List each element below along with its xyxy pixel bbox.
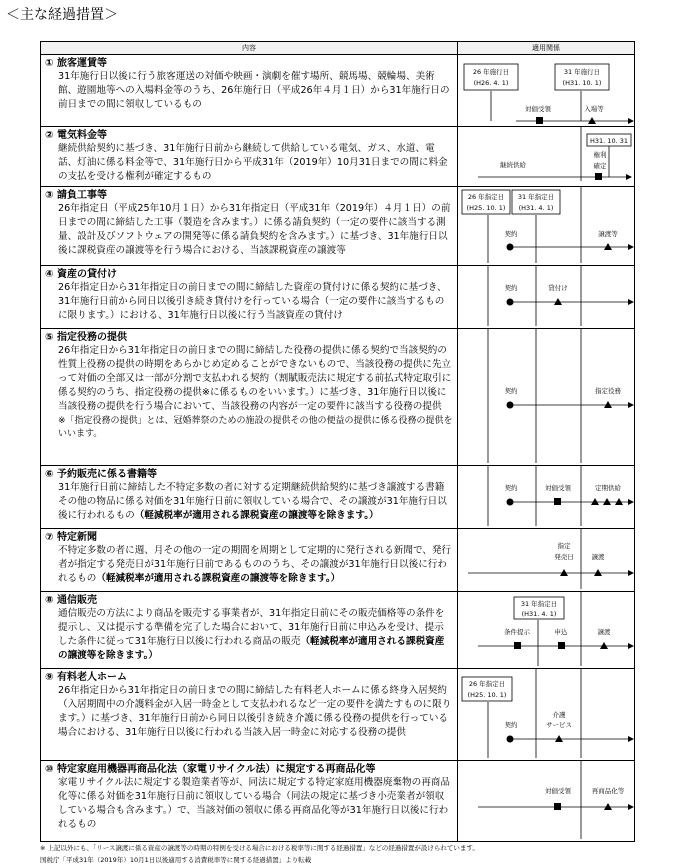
date-box-date: (H31. 4. 1) xyxy=(518,203,554,212)
table-row xyxy=(41,127,635,187)
item-title: 通信販売 xyxy=(56,594,97,606)
date-box-date: (H25. 10. 1) xyxy=(466,203,506,212)
timeline-svg xyxy=(458,127,635,184)
item-title: 有料老人ホーム xyxy=(56,671,127,683)
event-label: 発売日 xyxy=(554,552,574,561)
triangle-marker xyxy=(560,569,568,576)
event-label: 契約 xyxy=(504,229,518,238)
item-number: ① xyxy=(45,58,54,69)
date-box-date: (H25. 10. 1) xyxy=(467,690,507,699)
item-title: 旅客運賃等 xyxy=(56,58,107,69)
timeline-svg xyxy=(458,592,635,668)
table-row xyxy=(41,591,635,668)
item-note: ※「指定役務の提供」とは、冠婚葬祭のための施設の提供その他の便益の提供に係る役務の提供をいいます。 xyxy=(58,415,453,439)
event-label: 権利 xyxy=(593,151,607,159)
triangle-marker xyxy=(600,642,608,649)
timeline-svg xyxy=(458,55,635,126)
triangle-marker xyxy=(615,498,623,505)
event-label: 入場等 xyxy=(584,105,604,113)
table-row xyxy=(41,528,635,591)
timeline-diagram xyxy=(458,55,635,127)
event-label: 契約 xyxy=(504,720,518,729)
item-title: 特定家庭用機器再商品化法（家電リサイクル法）に規定する再商品化等 xyxy=(56,763,376,775)
date-box-label: 31 年施行日 xyxy=(563,68,601,76)
event-label: 確定 xyxy=(593,162,607,170)
item-number: ⑥ xyxy=(45,468,54,480)
event-label: 定期供給 xyxy=(595,483,621,492)
timeline-diagram xyxy=(458,591,635,668)
square-marker xyxy=(514,642,521,649)
table-row xyxy=(41,465,635,528)
item-body: 継続供給契約に基づき、31年施行日前から継続して供給している電気、ガス、水道、電話、灯油に係る料金等で、31年施行日から平成31年（2019年）10月31日までの間に料金の支払を受ける権利が確定するもの xyxy=(58,143,448,183)
date-box-label: 26 年指定日 xyxy=(467,192,505,201)
event-label: 契約 xyxy=(504,483,518,492)
item-body: 不特定多数の者に週、月その他の一定の期間を周期として定期的に発行される新聞で、発行者が指定する発売日が31年施行日前であるもののうち、その譲渡が31年施行日以後に行われるもの xyxy=(58,544,452,585)
event-label: サービス xyxy=(546,720,572,729)
circle-marker xyxy=(507,401,514,408)
table-row xyxy=(41,668,635,760)
item-title: 電気料金等 xyxy=(56,130,107,141)
timeline-diagram xyxy=(458,265,635,328)
event-label: 対価受領 xyxy=(525,105,551,113)
event-label: 継続供給 xyxy=(500,161,526,169)
item-number: ③ xyxy=(45,189,54,201)
triangle-marker xyxy=(588,117,596,124)
circle-marker xyxy=(507,498,514,505)
item-title: 資産の貸付け xyxy=(56,268,117,280)
source-note: 国税庁「平成31年（2019年）10月1日以後適用する消費税率等に関する経過措置」より転載 xyxy=(40,856,312,864)
event-label: 条件提示 xyxy=(504,627,530,636)
item-title: 特定新聞 xyxy=(56,531,97,543)
event-label: 契約 xyxy=(504,386,518,395)
timeline-diagram xyxy=(458,760,635,841)
item-body: 26年指定日から31年指定日の前日までの間に締結した有料老人ホームに係る終身入居契約（入居期間中の介護料金が入居一時金として支払われるなど一定の要件を満たすものに限ります。）に基づき、31年施行日前から同日以後引き続き介護に係る役務の提供を行っている場合における、31年施行日以後に行われる当該入居一時金に対応する役務の提供 xyxy=(58,684,452,739)
item-number: ⑨ xyxy=(45,671,54,683)
event-label: 指定役務 xyxy=(595,386,621,395)
square-marker xyxy=(558,642,565,649)
date-box-date: (H26. 4. 1) xyxy=(473,79,509,87)
date-box-label: 26 年指定日 xyxy=(468,679,506,688)
table-row xyxy=(41,265,635,328)
triangle-marker xyxy=(604,803,612,810)
triangle-marker xyxy=(594,569,602,576)
timeline-svg xyxy=(458,266,635,328)
circle-marker xyxy=(507,243,514,250)
item-title: 指定役務の提供 xyxy=(56,331,127,343)
event-label: 申込 xyxy=(554,627,568,636)
timeline-diagram xyxy=(458,528,635,591)
item-number: ⑩ xyxy=(45,763,54,775)
timeline-diagram xyxy=(458,668,635,760)
triangle-marker xyxy=(604,401,612,408)
item-body: 26年指定日から31年指定日の前日までの間に締結した役務の提供に係る契約で当該契約の性質上役務の提供の時期をあらかじめ定めることができないもので、当該役務の提供に先立って対価の全部又は一部が分割で支払われる契約（割賦販売法に規定する前払式特定取引に係る契約のうち、指定役務の提供※に係るものをいいます。）に基づき、31年施行日以後に当該役務の提供を行う場合において、当該役務の内容が一定の要件に該当する役務の提供 xyxy=(58,344,452,413)
event-label: 契約 xyxy=(504,283,518,292)
table-row xyxy=(41,760,635,841)
circle-marker xyxy=(507,735,514,742)
item-body: 31年施行日以後に行う旅客運送の対価や映画・演劇を催す場所、競馬場、競輪場、美術館、遊園地等への入場料金等のうち、26年施行日（平成26年４月１日）から31年施行日の前日までの間に領収しているもの xyxy=(58,71,450,111)
triangle-marker xyxy=(604,243,612,250)
event-label: 指定 xyxy=(557,541,571,550)
item-bold-note: （軽減税率が適用される課税資産の譲渡等を除きます。） xyxy=(96,573,341,585)
header-relation: 適用関係 xyxy=(458,42,635,55)
timeline-diagram xyxy=(458,465,635,528)
table-row xyxy=(41,328,635,465)
triangle-marker xyxy=(591,498,599,505)
timeline-svg xyxy=(458,466,635,528)
item-number: ④ xyxy=(45,268,54,280)
square-marker xyxy=(595,173,602,180)
event-label: 対価受領 xyxy=(545,786,571,795)
timeline-svg xyxy=(458,669,635,760)
triangle-marker xyxy=(555,735,563,742)
item-body: 家電リサイクル法に規定する製造業者等が、同法に規定する特定家庭用機器廃棄物の再商品化等に係る対価を31年施行日前に領収している場合（同法の規定に基づき小売業者が領収している場合も含みます。）で、当該対価の領収に係る再商品化等が31年施行日以後に行われるもの xyxy=(58,776,450,831)
table-header-row xyxy=(41,42,635,55)
item-number: ⑤ xyxy=(45,331,54,343)
header-content: 内容 xyxy=(41,42,458,55)
triangle-marker xyxy=(554,298,562,305)
item-body: 26年指定日（平成25年10月１日）から31年指定日（平成31年（2019年）４月１日）の前日までの間に締結した工事（製造を含みます。）に係る請負契約（一定の要件に該当する測量、設計及びソフトウェアの開発等に係る請負契約を含みます。）に基づき、31年施行日以後に課税資産の譲渡等を行う場合における、当該課税資産の譲渡等 xyxy=(58,202,451,257)
triangle-marker xyxy=(603,498,611,505)
square-marker xyxy=(554,498,561,505)
date-box-date: (H31. 4. 1) xyxy=(521,609,557,618)
event-label: 譲渡 xyxy=(591,552,605,561)
event-label: 譲渡 xyxy=(597,627,611,636)
item-number: ⑧ xyxy=(45,594,54,606)
footnote: ※ 上記以外にも、「リース譲渡に係る資産の譲渡等の時期の特例を受ける場合における税率等に関する経過措置」などの経過措置が設けられています。 xyxy=(40,844,479,852)
item-bold-note: （軽減税率が適用される課税資産の譲渡等を除きます。） xyxy=(58,636,445,662)
table-row xyxy=(41,186,635,265)
timeline-svg xyxy=(458,529,635,591)
square-marker xyxy=(554,803,561,810)
item-body: 通信販売の方法により商品を販売する事業者が、31年指定日前にその販売価格等の条件を提示し、又は提示する準備を完了した場合において、31年施行日前に申込みを受け、提示した条件に従って31年施行日以後に行われる商品の販売 xyxy=(58,607,445,648)
timeline-svg xyxy=(458,187,635,265)
date-box-date: (H31. 10. 1) xyxy=(562,79,602,87)
item-body: 26年指定日から31年指定日の前日までの間に締結した資産の貸付けに係る契約に基づき、31年施行日前から同日以後引き続き貸付けを行っている場合（一定の要件に該当するものに限ります。）における、31年施行日以後に行う当該資産の貸付け xyxy=(58,281,447,322)
circle-marker xyxy=(507,298,514,305)
item-number: ⑦ xyxy=(45,531,54,543)
timeline-diagram xyxy=(458,127,635,187)
date-box-label: H31. 10. 31 xyxy=(590,137,628,145)
event-label: 再商品化等 xyxy=(591,786,625,795)
date-box-label: 31 年指定日 xyxy=(517,192,555,201)
event-label: 対価受領 xyxy=(545,483,571,492)
table-row xyxy=(41,55,635,127)
item-title: 予約販売に係る書籍等 xyxy=(56,468,157,480)
timeline-diagram xyxy=(458,186,635,265)
timeline-svg xyxy=(458,761,635,841)
item-number: ② xyxy=(45,130,54,141)
event-label: 譲渡等 xyxy=(598,229,618,238)
date-box-label: 26 年施行日 xyxy=(472,68,510,76)
square-marker xyxy=(536,117,543,124)
item-title: 請負工事等 xyxy=(56,189,107,201)
item-bold-note: （軽減税率が適用される課税資産の譲渡等を除きます。） xyxy=(134,510,379,522)
event-label: 介護 xyxy=(552,710,566,719)
date-box-label: 31 年指定日 xyxy=(520,599,558,608)
transitional-measures-table xyxy=(40,41,635,842)
item-body: 31年施行日前に締結した不特定多数の者に対する定期継続供給契約に基づき譲渡する書籍その他の物品に係る対価を31年施行日前に領収している場合で、その譲渡が31年施行日以後に行われるもの xyxy=(58,481,447,522)
event-label: 貸付け xyxy=(548,283,568,292)
timeline-svg xyxy=(458,329,635,465)
page-title: ＜主な経過措置＞ xyxy=(6,7,118,23)
timeline-diagram xyxy=(458,328,635,465)
